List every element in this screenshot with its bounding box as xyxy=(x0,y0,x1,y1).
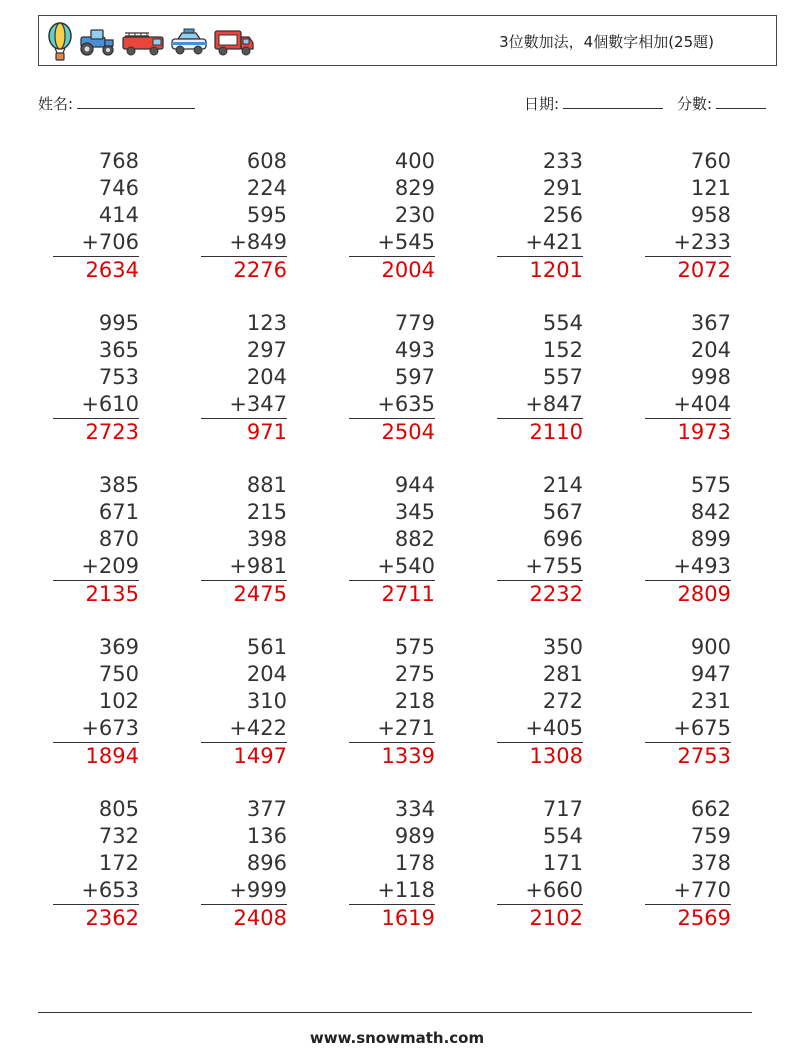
addend: 779 xyxy=(394,311,435,335)
answer: 2504 xyxy=(381,420,435,444)
answer: 1619 xyxy=(381,906,435,930)
answer: 1339 xyxy=(381,744,435,768)
addition-problem xyxy=(349,148,435,284)
addend: 398 xyxy=(246,527,287,551)
last-addend: +422 xyxy=(201,715,287,743)
addend: 958 xyxy=(690,203,731,227)
date-field xyxy=(524,93,663,114)
answer: 2135 xyxy=(85,582,139,606)
addend: 998 xyxy=(690,365,731,389)
addition-problem xyxy=(201,796,287,932)
last-addend: +849 xyxy=(201,229,287,257)
addend: 214 xyxy=(542,473,583,497)
name-blank xyxy=(77,94,195,109)
score-blank xyxy=(716,94,766,109)
footer-site: www.snowmath.com xyxy=(309,1029,485,1047)
addend: 554 xyxy=(542,311,583,335)
addition-problem xyxy=(349,472,435,608)
addend: 172 xyxy=(98,851,139,875)
addition-problem xyxy=(645,796,731,932)
last-addend: +653 xyxy=(53,877,139,905)
addition-problem xyxy=(201,148,287,284)
addend: 696 xyxy=(542,527,583,551)
answer: 2276 xyxy=(233,258,287,282)
last-addend: +999 xyxy=(201,877,287,905)
addend: 136 xyxy=(246,824,287,848)
addend: 275 xyxy=(394,662,435,686)
addition-problem xyxy=(645,472,731,608)
balloon-icon xyxy=(47,22,73,62)
answer: 2232 xyxy=(529,582,583,606)
answer: 1201 xyxy=(529,258,583,282)
last-addend: +610 xyxy=(53,391,139,419)
answer: 1497 xyxy=(233,744,287,768)
addend: 671 xyxy=(98,500,139,524)
addition-problem xyxy=(53,472,139,608)
addend: 171 xyxy=(542,851,583,875)
answer: 2569 xyxy=(677,906,731,930)
addition-problem xyxy=(645,634,731,770)
answer: 2004 xyxy=(381,258,435,282)
last-addend: +421 xyxy=(497,229,583,257)
addition-problem xyxy=(53,796,139,932)
addend: 377 xyxy=(246,797,287,821)
addend: 310 xyxy=(246,689,287,713)
addend: 870 xyxy=(98,527,139,551)
tractor-icon xyxy=(77,27,117,57)
addition-problem xyxy=(201,634,287,770)
answer: 2072 xyxy=(677,258,731,282)
addition-problem xyxy=(53,310,139,446)
answer: 2723 xyxy=(85,420,139,444)
addition-problem xyxy=(645,148,731,284)
last-addend: +347 xyxy=(201,391,287,419)
last-addend: +755 xyxy=(497,553,583,581)
last-addend: +981 xyxy=(201,553,287,581)
last-addend: +209 xyxy=(53,553,139,581)
addend: 557 xyxy=(542,365,583,389)
addend: 567 xyxy=(542,500,583,524)
name-field xyxy=(38,93,195,114)
last-addend: +770 xyxy=(645,877,731,905)
addition-problem xyxy=(497,148,583,284)
answer: 971 xyxy=(246,420,287,444)
addend: 753 xyxy=(98,365,139,389)
addend: 367 xyxy=(690,311,731,335)
addition-problem xyxy=(53,634,139,770)
addend: 291 xyxy=(542,176,583,200)
addition-problem xyxy=(201,472,287,608)
answer: 2110 xyxy=(529,420,583,444)
addend: 995 xyxy=(98,311,139,335)
addition-problem xyxy=(497,796,583,932)
addend: 750 xyxy=(98,662,139,686)
addend: 233 xyxy=(542,149,583,173)
last-addend: +233 xyxy=(645,229,731,257)
addend: 204 xyxy=(246,365,287,389)
worksheet-title: 3位數加法，4個數字相加(25題) xyxy=(499,33,714,51)
addend: 842 xyxy=(690,500,731,524)
addend: 414 xyxy=(98,203,139,227)
addend: 345 xyxy=(394,500,435,524)
addition-problem xyxy=(497,472,583,608)
addend: 272 xyxy=(542,689,583,713)
addend: 378 xyxy=(690,851,731,875)
addend: 896 xyxy=(246,851,287,875)
addend: 230 xyxy=(394,203,435,227)
addend: 989 xyxy=(394,824,435,848)
answer: 2102 xyxy=(529,906,583,930)
addend: 597 xyxy=(394,365,435,389)
name-label: 姓名: xyxy=(38,95,74,113)
addend: 123 xyxy=(246,311,287,335)
addend: 365 xyxy=(98,338,139,362)
answer: 2408 xyxy=(233,906,287,930)
addition-problem xyxy=(349,796,435,932)
last-addend: +493 xyxy=(645,553,731,581)
addition-problem xyxy=(201,310,287,446)
last-addend: +635 xyxy=(349,391,435,419)
addend: 768 xyxy=(98,149,139,173)
last-addend: +271 xyxy=(349,715,435,743)
score-field xyxy=(677,93,766,114)
police-car-icon xyxy=(169,27,209,57)
addend: 178 xyxy=(394,851,435,875)
last-addend: +675 xyxy=(645,715,731,743)
worksheet-header xyxy=(38,15,777,66)
addition-problem xyxy=(53,148,139,284)
addend: 575 xyxy=(690,473,731,497)
addition-problem xyxy=(497,310,583,446)
answer: 2362 xyxy=(85,906,139,930)
addend: 662 xyxy=(690,797,731,821)
addend: 900 xyxy=(690,635,731,659)
addend: 334 xyxy=(394,797,435,821)
last-addend: +660 xyxy=(497,877,583,905)
addend: 350 xyxy=(542,635,583,659)
addend: 595 xyxy=(246,203,287,227)
addend: 717 xyxy=(542,797,583,821)
addition-problem xyxy=(349,310,435,446)
last-addend: +706 xyxy=(53,229,139,257)
addend: 829 xyxy=(394,176,435,200)
answer: 2475 xyxy=(233,582,287,606)
last-addend: +545 xyxy=(349,229,435,257)
addend: 947 xyxy=(690,662,731,686)
addend: 746 xyxy=(98,176,139,200)
addition-problem xyxy=(349,634,435,770)
last-addend: +404 xyxy=(645,391,731,419)
addend: 218 xyxy=(394,689,435,713)
addend: 575 xyxy=(394,635,435,659)
addend: 899 xyxy=(690,527,731,551)
addend: 204 xyxy=(690,338,731,362)
date-blank xyxy=(563,94,663,109)
answer: 2711 xyxy=(381,582,435,606)
last-addend: +847 xyxy=(497,391,583,419)
addend: 152 xyxy=(542,338,583,362)
answer: 2753 xyxy=(677,744,731,768)
addend: 297 xyxy=(246,338,287,362)
addend: 204 xyxy=(246,662,287,686)
addition-problem xyxy=(645,310,731,446)
addend: 760 xyxy=(690,149,731,173)
addend: 231 xyxy=(690,689,731,713)
addend: 805 xyxy=(98,797,139,821)
addition-problem xyxy=(497,634,583,770)
addend: 400 xyxy=(394,149,435,173)
answer: 2634 xyxy=(85,258,139,282)
last-addend: +673 xyxy=(53,715,139,743)
answer: 1973 xyxy=(677,420,731,444)
addend: 608 xyxy=(246,149,287,173)
addend: 882 xyxy=(394,527,435,551)
addend: 554 xyxy=(542,824,583,848)
last-addend: +405 xyxy=(497,715,583,743)
addend: 102 xyxy=(98,689,139,713)
addend: 561 xyxy=(246,635,287,659)
addend: 732 xyxy=(98,824,139,848)
header-icons xyxy=(47,22,255,62)
fire-truck-icon xyxy=(121,27,165,57)
addend: 215 xyxy=(246,500,287,524)
answer: 1308 xyxy=(529,744,583,768)
addend: 281 xyxy=(542,662,583,686)
addend: 224 xyxy=(246,176,287,200)
addend: 369 xyxy=(98,635,139,659)
addend: 944 xyxy=(394,473,435,497)
last-addend: +540 xyxy=(349,553,435,581)
truck-icon xyxy=(213,27,255,57)
addend: 256 xyxy=(542,203,583,227)
footer-divider xyxy=(38,1012,752,1013)
addend: 759 xyxy=(690,824,731,848)
answer: 2809 xyxy=(677,582,731,606)
addend: 121 xyxy=(690,176,731,200)
date-label: 日期: xyxy=(524,95,560,113)
addend: 881 xyxy=(246,473,287,497)
addend: 385 xyxy=(98,473,139,497)
addend: 493 xyxy=(394,338,435,362)
last-addend: +118 xyxy=(349,877,435,905)
score-label: 分數: xyxy=(677,95,713,113)
answer: 1894 xyxy=(85,744,139,768)
